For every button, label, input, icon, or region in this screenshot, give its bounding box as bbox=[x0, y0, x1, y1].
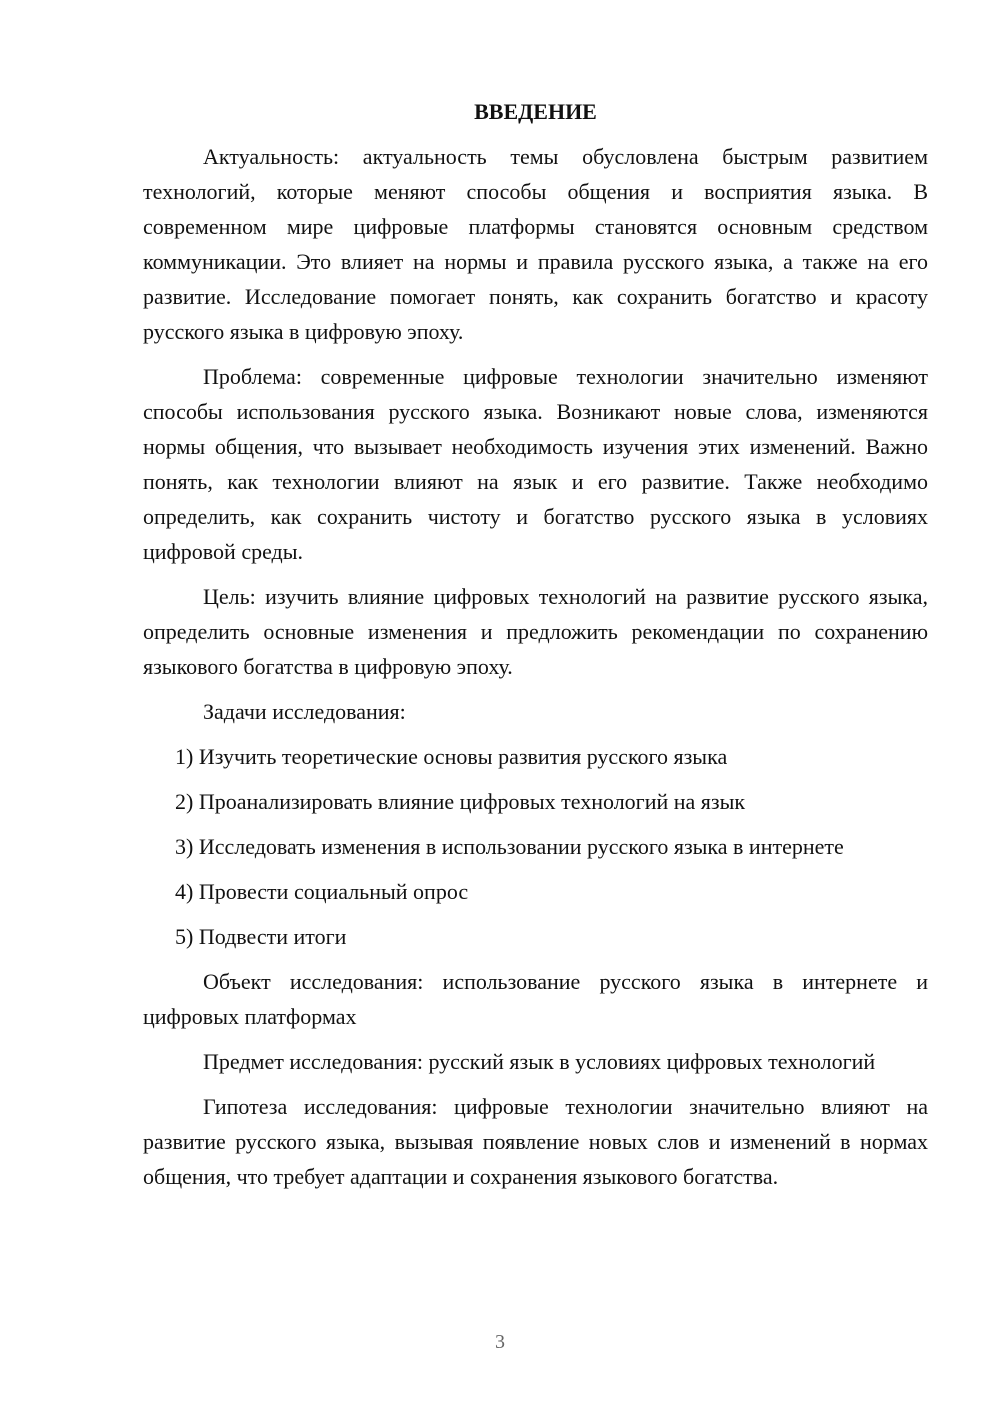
task-item: 3) Исследовать изменения в использовании русского языка в интернете bbox=[175, 834, 844, 859]
paragraph-object: Объект исследования: использование русского языка в интернете и цифровых платформах bbox=[143, 969, 928, 1029]
paragraph-hypothesis: Гипотеза исследования: цифровые технологии значительно влияют на развитие русского языка, вызывая появление новых слов и изменений в нормах общения, что требует адаптации и сохранения языкового богатства. bbox=[143, 1094, 928, 1189]
paragraph-goal: Цель: изучить влияние цифровых технологий на развитие русского языка, определить основные изменения и предложить рекомендации по сохранению языкового богатства в цифровую эпоху. bbox=[143, 584, 928, 679]
task-item: 5) Подвести итоги bbox=[175, 924, 347, 949]
page-number: 3 bbox=[495, 1331, 505, 1353]
page-title: ВВЕДЕНИЕ bbox=[474, 99, 597, 124]
task-item: 1) Изучить теоретические основы развития русского языка bbox=[175, 744, 728, 769]
paragraph-subject: Предмет исследования: русский язык в условиях цифровых технологий bbox=[203, 1049, 876, 1074]
tasks-list bbox=[143, 739, 928, 954]
tasks-heading: Задачи исследования: bbox=[203, 699, 406, 724]
task-item: 4) Провести социальный опрос bbox=[175, 879, 469, 904]
task-item: 2) Проанализировать влияние цифровых технологий на язык bbox=[175, 789, 746, 814]
paragraph-problem: Проблема: современные цифровые технологии значительно изменяют способы использования русского языка. Возникают новые слова, изменяются нормы общения, что вызывает необходимость изучения этих изменений. Важно понять, как технологии влияют на язык и его развитие. Также необходимо определить, как сохранить чистоту и богатство русского языка в условиях цифровой среды. bbox=[143, 364, 928, 564]
document-page bbox=[143, 94, 928, 1204]
paragraph-relevance: Актуальность: актуальность темы обусловлена быстрым развитием технологий, которые меняют способы общения и восприятия языка. В современном мире цифровые платформы становятся основным средством коммуникации. Это влияет на нормы и правила русского языка, а также на его развитие. Исследование помогает понять, как сохранить богатство и красоту русского языка в цифровую эпоху. bbox=[143, 144, 928, 344]
